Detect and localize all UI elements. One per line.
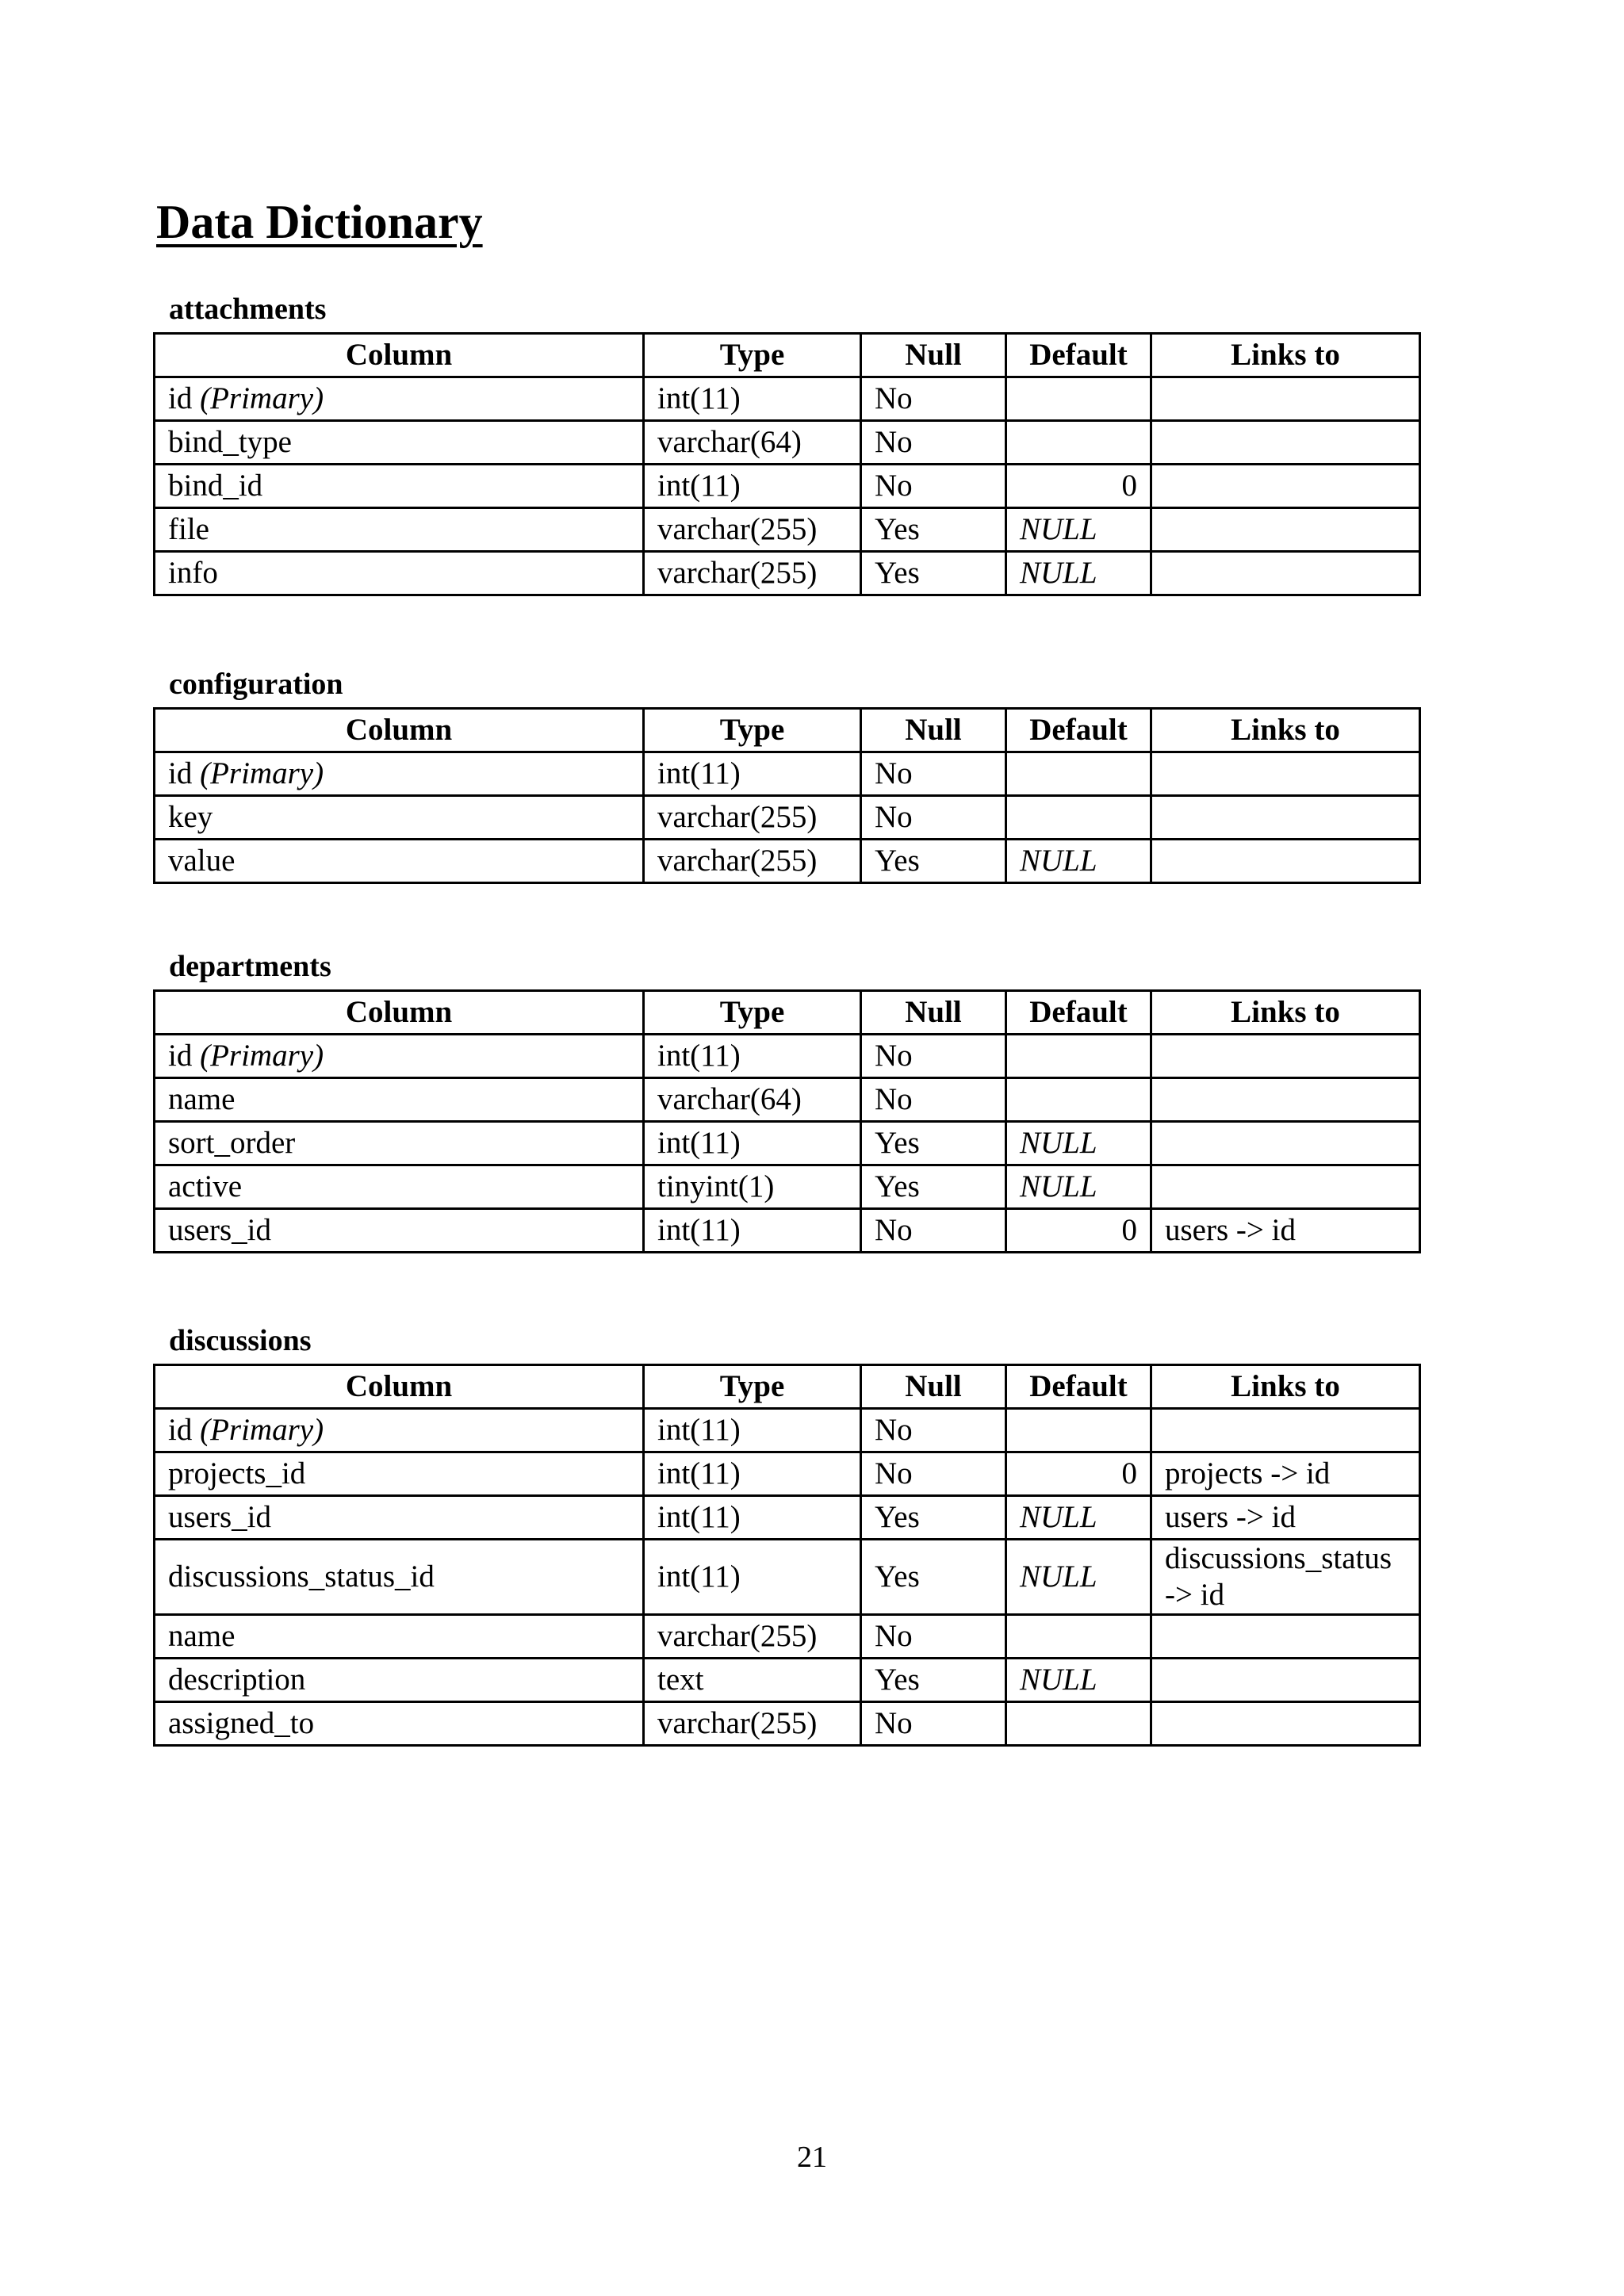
null-cell: No	[861, 1615, 1006, 1659]
column-name: id	[168, 1413, 193, 1447]
type-cell: text	[644, 1659, 861, 1702]
links-to-cell	[1151, 508, 1420, 552]
null-cell: Yes	[861, 1659, 1006, 1702]
column-name: active	[168, 1169, 243, 1203]
links-to-cell: discussions_status -> id	[1151, 1540, 1420, 1615]
null-header: Null	[861, 1365, 1006, 1409]
type-cell: int(11)	[644, 1409, 861, 1452]
links-to-cell: users -> id	[1151, 1496, 1420, 1540]
default-cell: NULL	[1006, 1122, 1151, 1165]
default-cell	[1006, 377, 1151, 421]
column-header: Column	[155, 709, 644, 752]
type-header: Type	[644, 334, 861, 377]
column-name-cell	[155, 840, 644, 883]
column-name-cell	[155, 1165, 644, 1209]
type-cell: varchar(64)	[644, 1078, 861, 1122]
default-cell	[1006, 1409, 1151, 1452]
default-cell: 0	[1006, 1452, 1151, 1496]
column-name-cell	[155, 1702, 644, 1746]
type-header: Type	[644, 991, 861, 1035]
table-row	[155, 1078, 1420, 1122]
default-cell: NULL	[1006, 552, 1151, 595]
column-name: name	[168, 1619, 236, 1653]
type-cell: int(11)	[644, 1035, 861, 1078]
table-row	[155, 1035, 1420, 1078]
primary-key-note: (Primary)	[200, 381, 324, 415]
links-to-cell: projects -> id	[1151, 1452, 1420, 1496]
default-cell: NULL	[1006, 1165, 1151, 1209]
links-to-cell	[1151, 552, 1420, 595]
null-cell: Yes	[861, 1165, 1006, 1209]
type-cell: varchar(255)	[644, 1615, 861, 1659]
table-header-row	[155, 709, 1420, 752]
links-to-cell	[1151, 421, 1420, 465]
default-header: Default	[1006, 991, 1151, 1035]
default-cell	[1006, 1078, 1151, 1122]
type-cell: varchar(255)	[644, 508, 861, 552]
null-cell: No	[861, 1078, 1006, 1122]
table-row	[155, 1452, 1420, 1496]
dictionary-table	[153, 1364, 1421, 1747]
primary-key-note: (Primary)	[200, 1413, 324, 1447]
column-name-cell	[155, 552, 644, 595]
default-header: Default	[1006, 1365, 1151, 1409]
null-cell: No	[861, 1702, 1006, 1746]
column-name: name	[168, 1082, 236, 1116]
column-name: sort_order	[168, 1126, 296, 1160]
column-name-cell	[155, 1615, 644, 1659]
column-name: id	[168, 756, 193, 790]
primary-key-note: (Primary)	[200, 1039, 324, 1073]
default-cell	[1006, 1702, 1151, 1746]
table-name: discussions	[169, 1324, 312, 1357]
null-cell: Yes	[861, 1540, 1006, 1615]
type-cell: varchar(255)	[644, 552, 861, 595]
null-cell: No	[861, 1035, 1006, 1078]
table-row	[155, 1122, 1420, 1165]
column-name-cell	[155, 421, 644, 465]
table-section-discussions	[153, 1318, 1419, 1747]
type-cell: varchar(255)	[644, 1702, 861, 1746]
type-cell: int(11)	[644, 377, 861, 421]
table-name: configuration	[169, 668, 343, 701]
links-to-header: Links to	[1151, 1365, 1420, 1409]
column-name: value	[168, 844, 236, 878]
type-cell: int(11)	[644, 1209, 861, 1253]
links-to-cell	[1151, 465, 1420, 508]
null-header: Null	[861, 334, 1006, 377]
column-name: discussions_status_id	[168, 1559, 435, 1594]
null-cell: No	[861, 752, 1006, 796]
null-cell: Yes	[861, 552, 1006, 595]
table-row	[155, 1659, 1420, 1702]
null-cell: Yes	[861, 508, 1006, 552]
dictionary-table	[153, 707, 1421, 884]
table-row	[155, 1615, 1420, 1659]
links-to-cell	[1151, 1409, 1420, 1452]
table-row	[155, 552, 1420, 595]
null-cell: No	[861, 1209, 1006, 1253]
default-cell: 0	[1006, 1209, 1151, 1253]
column-name: users_id	[168, 1500, 271, 1534]
links-to-cell	[1151, 1165, 1420, 1209]
default-header: Default	[1006, 334, 1151, 377]
column-name: description	[168, 1663, 306, 1697]
table-row	[155, 796, 1420, 840]
null-header: Null	[861, 709, 1006, 752]
table-row	[155, 840, 1420, 883]
type-cell: varchar(255)	[644, 796, 861, 840]
null-cell: No	[861, 1452, 1006, 1496]
default-cell: 0	[1006, 465, 1151, 508]
table-section-attachments	[153, 286, 1419, 596]
null-cell: No	[861, 465, 1006, 508]
links-to-cell	[1151, 1122, 1420, 1165]
default-cell	[1006, 796, 1151, 840]
column-name-cell	[155, 1122, 644, 1165]
type-cell: tinyint(1)	[644, 1165, 861, 1209]
table-name: attachments	[169, 293, 327, 326]
table-row	[155, 1540, 1420, 1615]
type-cell: int(11)	[644, 1496, 861, 1540]
column-name-cell	[155, 1035, 644, 1078]
links-to-header: Links to	[1151, 709, 1420, 752]
column-name-cell	[155, 1659, 644, 1702]
column-name-cell	[155, 1078, 644, 1122]
links-to-cell	[1151, 1615, 1420, 1659]
type-cell: varchar(255)	[644, 840, 861, 883]
links-to-cell	[1151, 1702, 1420, 1746]
links-to-cell	[1151, 796, 1420, 840]
table-row	[155, 1209, 1420, 1253]
column-name-cell	[155, 1209, 644, 1253]
column-name-cell	[155, 1452, 644, 1496]
default-cell	[1006, 752, 1151, 796]
type-cell: int(11)	[644, 1452, 861, 1496]
primary-key-note: (Primary)	[200, 756, 324, 790]
column-name-cell	[155, 752, 644, 796]
table-row	[155, 465, 1420, 508]
dictionary-table	[153, 332, 1421, 596]
default-cell: NULL	[1006, 840, 1151, 883]
column-header: Column	[155, 334, 644, 377]
column-name: users_id	[168, 1213, 271, 1247]
column-name-cell	[155, 377, 644, 421]
null-cell: No	[861, 377, 1006, 421]
null-cell: No	[861, 796, 1006, 840]
column-name-cell	[155, 796, 644, 840]
table-section-departments	[153, 943, 1419, 1253]
links-to-cell	[1151, 840, 1420, 883]
column-name-cell	[155, 508, 644, 552]
column-name: key	[168, 800, 213, 834]
links-to-cell	[1151, 752, 1420, 796]
column-name-cell	[155, 1540, 644, 1615]
links-to-cell	[1151, 377, 1420, 421]
dictionary-table	[153, 989, 1421, 1253]
null-cell: Yes	[861, 840, 1006, 883]
table-section-configuration	[153, 661, 1419, 884]
default-cell	[1006, 1615, 1151, 1659]
column-name: bind_id	[168, 469, 263, 503]
table-header-row	[155, 334, 1420, 377]
page-title: Data Dictionary	[156, 196, 483, 248]
table-row	[155, 752, 1420, 796]
type-header: Type	[644, 1365, 861, 1409]
table-header-row	[155, 991, 1420, 1035]
type-cell: int(11)	[644, 1540, 861, 1615]
links-to-header: Links to	[1151, 991, 1420, 1035]
table-row	[155, 1496, 1420, 1540]
column-name: id	[168, 381, 193, 415]
table-name: departments	[169, 950, 331, 983]
table-header-row	[155, 1365, 1420, 1409]
column-name-cell	[155, 465, 644, 508]
column-name: projects_id	[168, 1456, 306, 1490]
links-to-header: Links to	[1151, 334, 1420, 377]
null-header: Null	[861, 991, 1006, 1035]
type-cell: varchar(64)	[644, 421, 861, 465]
default-cell	[1006, 421, 1151, 465]
column-name-cell	[155, 1496, 644, 1540]
null-cell: Yes	[861, 1496, 1006, 1540]
default-cell: NULL	[1006, 1540, 1151, 1615]
table-row	[155, 1702, 1420, 1746]
column-name: file	[168, 512, 209, 546]
table-row	[155, 1165, 1420, 1209]
default-cell: NULL	[1006, 1496, 1151, 1540]
type-cell: int(11)	[644, 465, 861, 508]
null-cell: No	[861, 421, 1006, 465]
column-name: bind_type	[168, 425, 292, 459]
null-cell: Yes	[861, 1122, 1006, 1165]
column-header: Column	[155, 1365, 644, 1409]
null-cell: No	[861, 1409, 1006, 1452]
links-to-cell: users -> id	[1151, 1209, 1420, 1253]
column-name: assigned_to	[168, 1706, 315, 1740]
table-row	[155, 1409, 1420, 1452]
links-to-cell	[1151, 1078, 1420, 1122]
type-header: Type	[644, 709, 861, 752]
table-row	[155, 421, 1420, 465]
type-cell: int(11)	[644, 1122, 861, 1165]
default-header: Default	[1006, 709, 1151, 752]
page-number: 21	[797, 2141, 827, 2174]
default-cell	[1006, 1035, 1151, 1078]
column-name-cell	[155, 1409, 644, 1452]
table-row	[155, 377, 1420, 421]
table-row	[155, 508, 1420, 552]
column-name: id	[168, 1039, 193, 1073]
type-cell: int(11)	[644, 752, 861, 796]
default-cell: NULL	[1006, 508, 1151, 552]
links-to-cell	[1151, 1659, 1420, 1702]
default-cell: NULL	[1006, 1659, 1151, 1702]
column-header: Column	[155, 991, 644, 1035]
column-name: info	[168, 556, 218, 590]
links-to-cell	[1151, 1035, 1420, 1078]
